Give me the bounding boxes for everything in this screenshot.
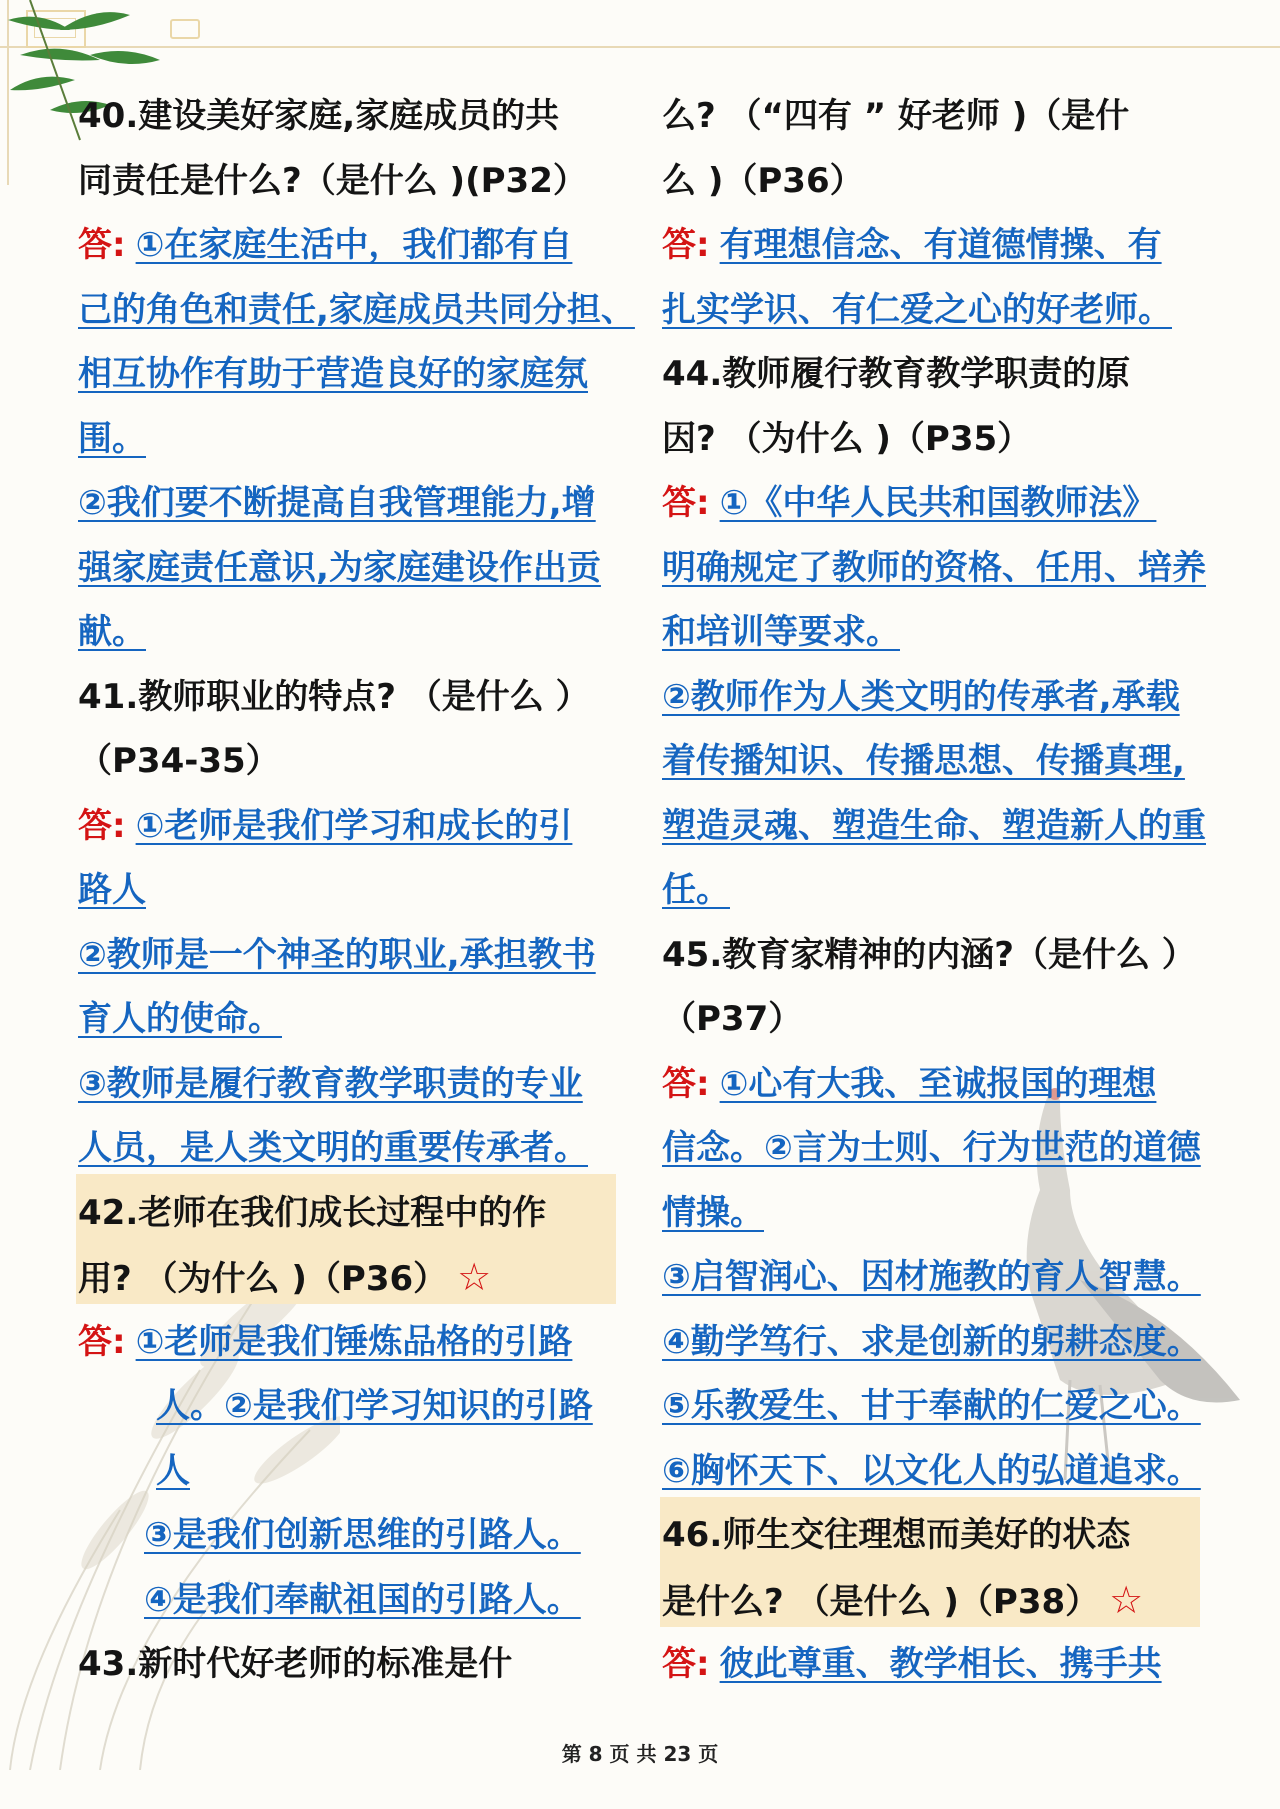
answer-line — [78, 858, 638, 923]
question-text: （P37） — [662, 999, 803, 1039]
question-line — [662, 923, 1237, 988]
answer-line — [662, 858, 1237, 923]
answer-text: ①老师是我们学习和成长的引 — [135, 805, 573, 846]
answer-text: ④勤学笃行、求是创新的躬耕态度。 — [662, 1321, 1201, 1362]
question-text: 40.建设美好家庭,家庭成员的共 — [78, 96, 560, 136]
answer-text: 强家庭责任意识,为家庭建设作出贡 — [78, 547, 601, 588]
question-line — [78, 1632, 638, 1697]
answer-text: 人 — [156, 1450, 190, 1491]
answer-line — [662, 1052, 1237, 1117]
answer-label: 答: — [78, 1321, 126, 1362]
question-text: 是什么? （是什么 )（P38） — [662, 1581, 1100, 1622]
answer-line — [78, 407, 638, 472]
left-column — [78, 84, 638, 1697]
answer-line — [78, 600, 638, 665]
question-text: 用? （为什么 )（P36） — [78, 1259, 448, 1299]
answer-text: ⑤乐教爱生、甘于奉献的仁爱之心。 — [662, 1386, 1201, 1426]
answer-text: 扎实学识、有仁爱之心的好老师。 — [662, 289, 1172, 330]
question-text: 45.教育家精神的内涵?（是什么 ） — [662, 934, 1196, 975]
answer-text: ②教师是一个神圣的职业,承担教书 — [78, 934, 596, 975]
answer-text: ②教师作为人类文明的传承者,承载 — [662, 676, 1180, 717]
answer-text: 和培训等要求。 — [662, 612, 900, 652]
question-line — [662, 407, 1237, 472]
answer-line — [662, 1374, 1237, 1439]
answer-line — [662, 1245, 1237, 1310]
question-text: 么 )（P36） — [662, 160, 864, 201]
answer-line — [78, 471, 638, 536]
question-line — [78, 1245, 638, 1310]
question-text: 么? （“四有 ” 好老师 )（是什 — [662, 96, 1130, 136]
answer-text: 着传播知识、传播思想、传播真理, — [662, 741, 1185, 781]
answer-text: ④是我们奉献祖国的引路人。 — [144, 1579, 581, 1620]
answer-text: ⑥胸怀天下、以文化人的弘道追求。 — [662, 1450, 1201, 1491]
question-line — [662, 149, 1237, 214]
answer-line — [662, 1116, 1237, 1181]
question-text: 42.老师在我们成长过程中的作 — [78, 1192, 547, 1233]
answer-line — [78, 213, 638, 278]
answer-line — [78, 794, 638, 859]
answer-text: 人。②是我们学习知识的引路 — [156, 1386, 593, 1426]
answer-text: ③是我们创新思维的引路人。 — [144, 1515, 581, 1555]
question-line — [662, 987, 1237, 1052]
answer-text: 献。 — [78, 612, 146, 652]
answer-label: 答: — [78, 225, 126, 265]
answer-line — [78, 987, 638, 1052]
answer-line — [78, 923, 638, 988]
question-line — [78, 149, 638, 214]
page-footer: 第 8 页 共 23 页 — [561, 1742, 719, 1766]
answer-label: 答: — [78, 805, 126, 846]
answer-line — [78, 1310, 638, 1375]
answer-line — [662, 600, 1237, 665]
question-text: 46.师生交往理想而美好的状态 — [662, 1515, 1131, 1555]
answer-line — [662, 1632, 1237, 1697]
answer-text: ③启智润心、因材施教的育人智慧。 — [662, 1257, 1201, 1297]
answer-text: 育人的使命。 — [78, 999, 282, 1039]
answer-text: ①《中华人民共和国教师法》 — [719, 483, 1157, 523]
answer-text: 情操。 — [662, 1192, 764, 1233]
answer-line — [662, 536, 1237, 601]
right-column — [662, 84, 1237, 1697]
answer-line — [78, 1439, 638, 1504]
answer-text: 塑造灵魂、塑造生命、塑造新人的重 — [662, 805, 1206, 846]
answer-text: 信念。②言为士则、行为世范的道德 — [662, 1128, 1201, 1168]
answer-line — [78, 1503, 638, 1568]
question-line — [662, 1568, 1237, 1633]
question-text: 同责任是什么?（是什么 )(P32） — [78, 160, 587, 201]
answer-text: 围。 — [78, 418, 146, 459]
answer-text: ①心有大我、至诚报国的理想 — [719, 1063, 1157, 1104]
answer-line — [662, 1310, 1237, 1375]
answer-line — [662, 1181, 1237, 1246]
question-line — [78, 1181, 638, 1246]
answer-line — [78, 1052, 638, 1117]
answer-line — [662, 794, 1237, 859]
answer-text: ②我们要不断提高自我管理能力,增 — [78, 483, 596, 523]
answer-line — [662, 278, 1237, 343]
answer-label: 答: — [662, 483, 710, 523]
answer-line — [662, 1439, 1237, 1504]
answer-line — [78, 1374, 638, 1439]
answer-text: 彼此尊重、教学相长、携手共 — [719, 1644, 1162, 1684]
answer-label: 答: — [662, 1063, 710, 1104]
question-text: 因? （为什么 )（P35） — [662, 418, 1032, 459]
answer-text: 路人 — [78, 870, 146, 910]
question-line — [78, 84, 638, 149]
question-text: 43.新时代好老师的标准是什 — [78, 1644, 513, 1684]
star-icon: ☆ — [1109, 1577, 1144, 1622]
answer-text: 己的角色和责任,家庭成员共同分担、 — [78, 289, 635, 330]
answer-line — [78, 536, 638, 601]
answer-text: 人员，是人类文明的重要传承者。 — [78, 1128, 588, 1168]
question-line — [662, 84, 1237, 149]
answer-line — [662, 471, 1237, 536]
answer-text: ①在家庭生活中，我们都有自 — [135, 225, 573, 265]
frame-top-border — [0, 46, 1280, 48]
answer-text: 明确规定了教师的资格、任用、培养 — [662, 547, 1206, 588]
answer-text: ③教师是履行教育教学职责的专业 — [78, 1063, 583, 1104]
answer-text: ①老师是我们锤炼品格的引路 — [135, 1321, 573, 1362]
answer-line — [662, 213, 1237, 278]
answer-label: 答: — [662, 1644, 710, 1684]
question-line — [78, 665, 638, 730]
star-icon: ☆ — [457, 1255, 492, 1299]
answer-line — [78, 1116, 638, 1181]
question-line — [662, 1503, 1237, 1568]
answer-line — [662, 729, 1237, 794]
question-text: （P34-35） — [78, 741, 280, 781]
question-line — [78, 729, 638, 794]
header-ornament — [170, 19, 200, 39]
question-text: 44.教师履行教育教学职责的原 — [662, 354, 1131, 394]
answer-line — [662, 665, 1237, 730]
answer-line — [78, 1568, 638, 1633]
answer-line — [78, 342, 638, 407]
answer-text: 任。 — [662, 870, 730, 910]
question-line — [662, 342, 1237, 407]
answer-text: 相互协作有助于营造良好的家庭氛 — [78, 354, 588, 394]
answer-line — [78, 278, 638, 343]
answer-label: 答: — [662, 225, 710, 265]
answer-text: 有理想信念、有道德情操、有 — [719, 225, 1162, 265]
question-text: 41.教师职业的特点? （是什么 ） — [78, 676, 590, 717]
